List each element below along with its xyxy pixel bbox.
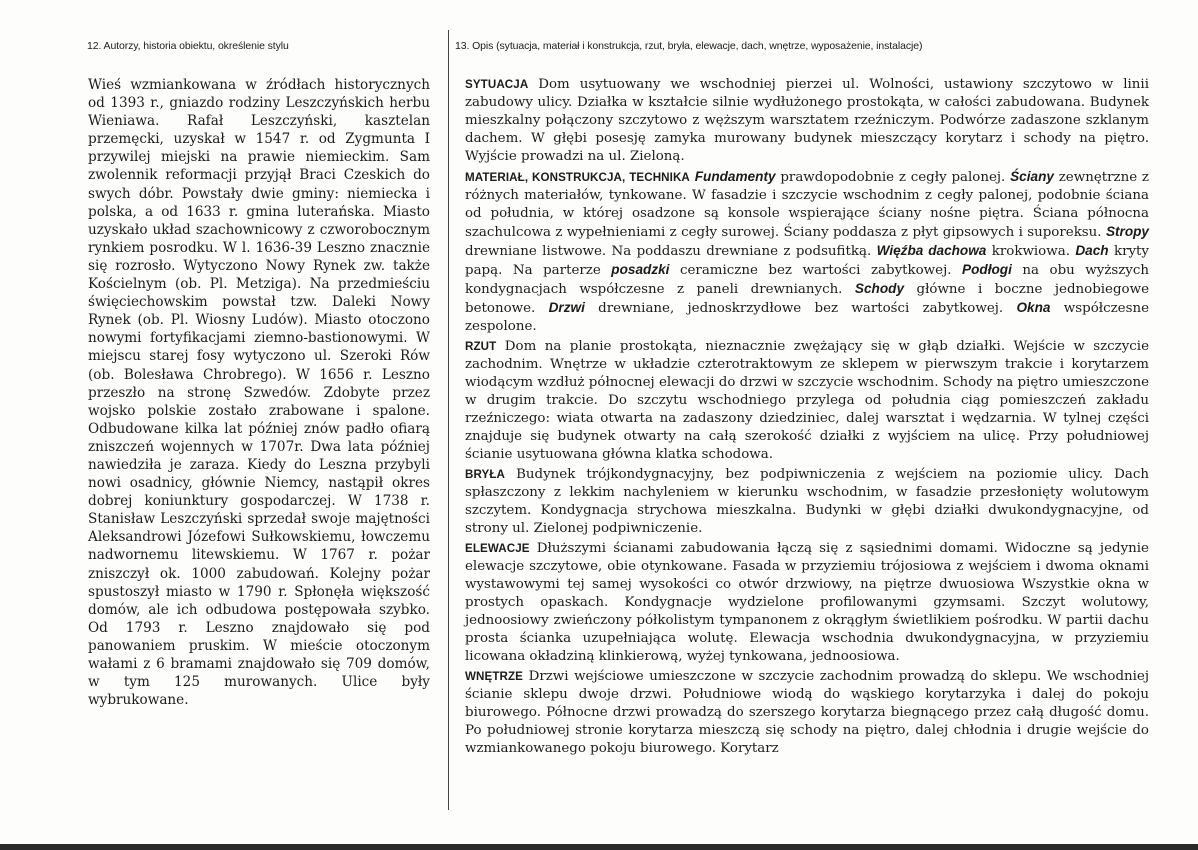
material-text-10: współczesne zespolone. bbox=[465, 301, 1150, 334]
left-column bbox=[88, 40, 430, 709]
material-text-3: drewniane listwowe. Na poddaszu drewniane z podsufitką. bbox=[465, 244, 872, 259]
keyword-schody: Schody bbox=[854, 281, 905, 296]
wnetrze-text: Drzwi wejściowe umieszczone w szczycie zachodnim prowadzą do sklepu. We wschodniej ścianie sklepu dwoje drzwi. Południowe wiodą do wąskiego korytarzyka i dalej do pokoju biurowego. Północne drzwi prowadzą do szerszego korytarza biegnącego przez całą długość domu. Po południowej stronie korytarza mieszczą się schody na piętro, dalej chłodnia i drugie wejście do wzmiankowanego pokoju biurowego. Korytarz bbox=[465, 669, 1149, 756]
sytuacja-label: SYTUACJA bbox=[465, 78, 529, 91]
keyword-stropy: Stropy bbox=[1105, 224, 1149, 239]
keyword-dach: Dach bbox=[1075, 243, 1109, 258]
keyword-posadzki: posadzki bbox=[611, 262, 670, 277]
keyword-drzwi: Drzwi bbox=[548, 300, 585, 315]
column-divider bbox=[448, 30, 449, 810]
material-label: MATERIAŁ, KONSTRUKCJA, TECHNIKA bbox=[465, 171, 690, 184]
bryla-paragraph bbox=[465, 466, 1149, 538]
material-text-2: zewnętrzne z różnych materiałów, tynkowane. W fasadzie i szczycie wschodnim z cegły palonej, podobnie ściana od południa, w której osadzone są konsole wspierające ściany nośne piętra. Ściana północna szachulcowa z wypełnieniami z cegły surowej. Ściany poddasza z płyt gipsowych i suporeksu. bbox=[465, 170, 1149, 240]
material-text-8: główne i boczne jednobiegowe betonowe. bbox=[465, 282, 1150, 316]
elewacje-paragraph bbox=[465, 540, 1149, 666]
rzut-text: Dom na planie prostokąta, nieznacznie zwężający się w głąb działki. Wejście w szczycie zachodnim. Wnętrze w układzie czterotraktowym ze sklepem w pierwszym trakcie i korytarzem wiodącym wzdłuż północnej elewacji do drzwi w szczycie wschodnim. Schody na piętro umieszczone w drugim trakcie. Do szczytu wschodniego przylega od południa ciąg pomieszczeń zakładu rzeźniczego: wiata otwarta na zadaszony dziedziniec, dalej warsztat i wędzarnia. W tylnej części znajduje się budynek otwarty na całą szerokość działki z wyjściem na ulicę. Przy południowej ścianie usytuowana główna klatka schodowa. bbox=[465, 339, 1149, 462]
history-text: Wieś wzmiankowana w źródłach historycznych od 1393 r., gniazdo rodziny Leszczyńskich herbu Wieniawa. Rafał Leszczyński, kasztelan przemęcki, uzyskał w 1547 r. od Zygmunta I przywilej miejski na prawie niemieckim. Sam zwolennik reformacji przyjął Braci Czeskich do swych dóbr. Powstały dwie gminy: niemiecka i polska, a od 1633 r. gmina luterańska. Miasto uzyskało układ szachownicowy z czworobocznym rynkiem posrodku. W l. 1636-39 Leszno znacznie się rozrosło. Wytyczono Nowy Rynek zw. także Kościelnym (ob. Pl. Metziga). Na przedmieściu święciechowskim powstał tzw. Daleki Nowy Rynek (ob. Pl. Wiosny Ludów). Miasto otoczono nowymi fortyfikacjami ziemno-bastionowymi. W miejscu starej fosy wytyczono ul. Szeroki Rów (ob. Bolesława Chrobrego). W 1656 r. Leszno przeszło na stronę Szwedów. Zdobyte przez wojsko polskie zostało zrabowane i spalone. Odbudowane kilka lat później znów padło ofiarą zniszczeń wojennych w 1707r. Dwa lata później nawiedziła je zaraza. Kiedy do Leszna przybyli nowi osadnicy, głównie Niemcy, nastąpił okres dobrej koniunktury gospodarczej. W 1738 r. Stanisław Leszczyński sprzedał swoje majętności Aleksandrowi Józefowi Sułkowskiemu, łowczemu nadwornemu litewskiemu. W 1767 r. pożar zniszczył ok. 1000 zabudowań. Kolejny pożar spustoszył miasto w 1790 r. Spłonęła większość domów, ale ich odbudowa postępowała szybko. Od 1793 r. Leszno znajdowało się pod panowaniem pruskim. W mieście otoczonym wałami z 6 bramami znajdowało się 709 domów, w tym 125 murowanych. Ulice były wybrukowane. bbox=[88, 77, 430, 709]
material-text-5: kryty papą. Na parterze bbox=[465, 244, 1149, 278]
material-text-4: krokwiowa. bbox=[991, 244, 1070, 259]
wnetrze-paragraph bbox=[465, 668, 1149, 758]
material-text-9: drewniane, jednoskrzydłowe bez wartości zabytkowej. bbox=[598, 301, 1004, 316]
keyword-podlogi: Podłogi bbox=[962, 262, 1012, 277]
bryla-text: Budynek trójkondygnacyjny, bez podpiwniczenia z wejściem na poziomie ulicy. Dach spłaszczony z lekkim nachyleniem w kierunku wschodnim, w fasadzie przesłonięty wolutowym szczytem. Kondygnacja strychowa mieszkalna. Budynki w głębi działki dwukondygnacyjne, od strony ul. Zielonej podpiwniczenie. bbox=[465, 467, 1149, 536]
bryla-label: BRYŁA bbox=[465, 468, 506, 481]
keyword-wiezba: Więźba dachowa bbox=[876, 243, 987, 258]
section-13-header: 13. Opis (sytuacja, materiał i konstrukcja, rzut, bryła, elewacje, dach, wnętrze, wyposażenie, instalacje) bbox=[455, 40, 923, 52]
scan-bottom-edge bbox=[0, 844, 1198, 850]
keyword-okna: Okna bbox=[1016, 300, 1051, 315]
keyword-fundamenty: Fundamenty bbox=[694, 169, 776, 184]
sytuacja-paragraph bbox=[465, 76, 1149, 166]
wnetrze-label: WNĘTRZE bbox=[465, 670, 524, 683]
rzut-label: RZUT bbox=[465, 340, 497, 353]
section-12-header: 12. Autorzy, historia obiektu, określenie stylu bbox=[87, 40, 289, 52]
keyword-sciany: Ściany bbox=[1010, 169, 1054, 184]
material-text-7: na obu wyższych kondygnacjach współczesne z paneli drewnianych. bbox=[465, 263, 1149, 297]
elewacje-label: ELEWACJE bbox=[465, 542, 530, 555]
material-text-6: ceramiczne bez wartości zabytkowej. bbox=[680, 263, 952, 278]
elewacje-text: Dłuższymi ścianami zabudowania łączą się z sąsiednimi domami. Widoczne są jedynie elewacje szczytowe, obie otynkowane. Fasada w przyziemiu trójosiowa z wejściem i dwoma oknami wystawowymi tej samej wysokości co otwór drzwiowy, na piętrze dwuosiowa Wszystkie okna w prostych opaskach. Kondygnacje wydzielone profilowanymi gzymsami. Szczyt wolutowy, jednoosiowy zwieńczony półkolistym tympanonem z okrągłym świetlikiem pośrodku. W partii dachu prosta ścianka uzupełniająca wolutę. Elewacja wschodnia dwukondygnacyjna, w przyziemiu licowana okładziną klinkierową, wyżej tynkowana, jednoosiowa. bbox=[465, 541, 1149, 664]
material-paragraph bbox=[465, 168, 1149, 336]
right-column bbox=[456, 40, 1149, 758]
sytuacja-text: Dom usytuowany we wschodniej pierzei ul. Wolności, ustawiony szczytowo w linii zabudowy ulicy. Działka w kształcie silnie wydłużonego prostokąta, w całości zabudowana. Budynek mieszkalny połączony szczytowo z węższym warsztatem rzeźniczym. Podwórze zadaszone szklanym dachem. W głębi posesję zamyka murowany budynek mieszczący korytarz i schody na piętro. Wyjście prowadzi na ul. Zieloną. bbox=[465, 77, 1149, 164]
material-text-1: prawdopodobnie z cegły palonej. bbox=[780, 170, 1006, 185]
rzut-paragraph bbox=[465, 338, 1149, 464]
